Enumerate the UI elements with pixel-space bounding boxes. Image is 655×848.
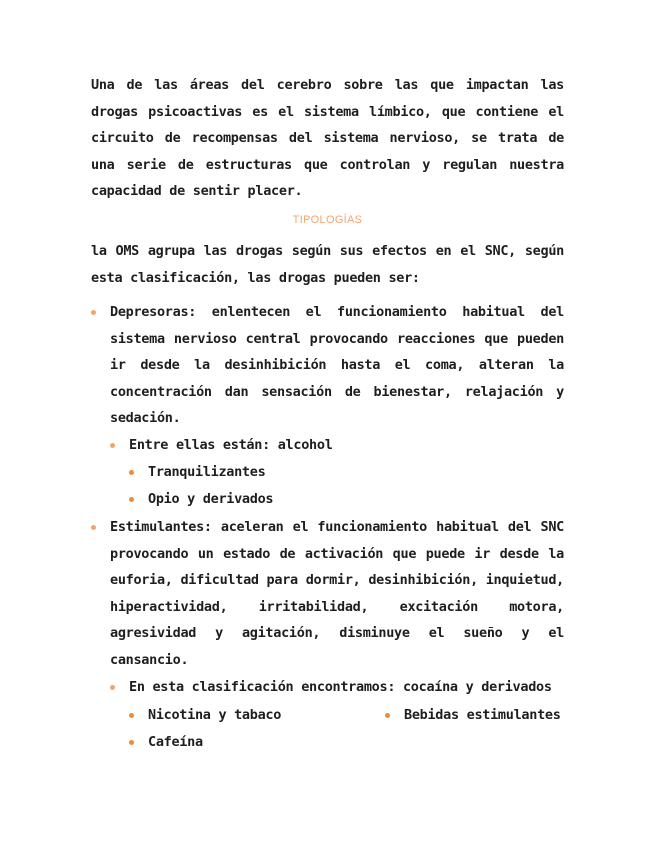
list-item-depresoras	[110, 299, 564, 432]
example-text: Cafeína	[148, 734, 203, 750]
list-item-estimulantes-sub	[129, 674, 564, 701]
bullet-icon	[110, 443, 115, 448]
bullet-icon	[129, 740, 134, 745]
depresoras-sub-text: Entre ellas están: alcohol	[129, 437, 333, 453]
depresoras-text: Depresoras: enlentecen el funcionamiento habitual del sistema nervioso central provocando reacciones que pueden ir desde la desinhibición hasta el coma, alteran la concentración dan sensación de bienestar, relajación y sedación.	[110, 304, 564, 426]
example-text: Nicotina y tabaco	[148, 707, 282, 723]
list-item-example	[148, 702, 378, 729]
intro-paragraph: Una de las áreas del cerebro sobre las que impactan las drogas psicoactivas es el sistema límbico, que contiene el circuito de recompensas del sistema nervioso, se trata de una serie de estructuras que controlan y regulan nuestra capacidad de sentir placer.	[91, 77, 564, 199]
lead-paragraph: la OMS agrupa las drogas según sus efectos en el SNC, según esta clasificación, las drogas pueden ser:	[91, 243, 564, 286]
bullet-icon	[385, 713, 390, 718]
estimulantes-sub-text: En esta clasificación encontramos: cocaína y derivados	[129, 679, 552, 695]
list-item-example	[148, 486, 378, 513]
bullet-icon	[129, 713, 134, 718]
list-item-example	[404, 702, 564, 729]
list-item-example	[148, 729, 378, 756]
bullet-icon	[91, 525, 96, 530]
list-item-depresoras-sub	[129, 432, 564, 459]
estimulantes-text: Estimulantes: aceleran el funcionamiento habitual del SNC provocando un estado de activación que puede ir desde la euforia, dificultad para dormir, desinhibición, inquietud, hiperactividad, irritabilidad, excitación motora, agresividad y agitación, disminuye el sueño y el cansancio.	[110, 519, 565, 668]
section-heading: TIPOLOGÍAS	[292, 214, 363, 226]
list-item-example	[148, 459, 378, 486]
bullet-icon	[91, 310, 96, 315]
example-text: Opio y derivados	[148, 491, 274, 507]
list-item-estimulantes	[110, 514, 564, 673]
example-text: Bebidas estimulantes	[404, 707, 561, 723]
bullet-icon	[110, 685, 115, 690]
bullet-icon	[129, 497, 134, 502]
example-text: Tranquilizantes	[148, 464, 266, 480]
bullet-icon	[129, 470, 134, 475]
